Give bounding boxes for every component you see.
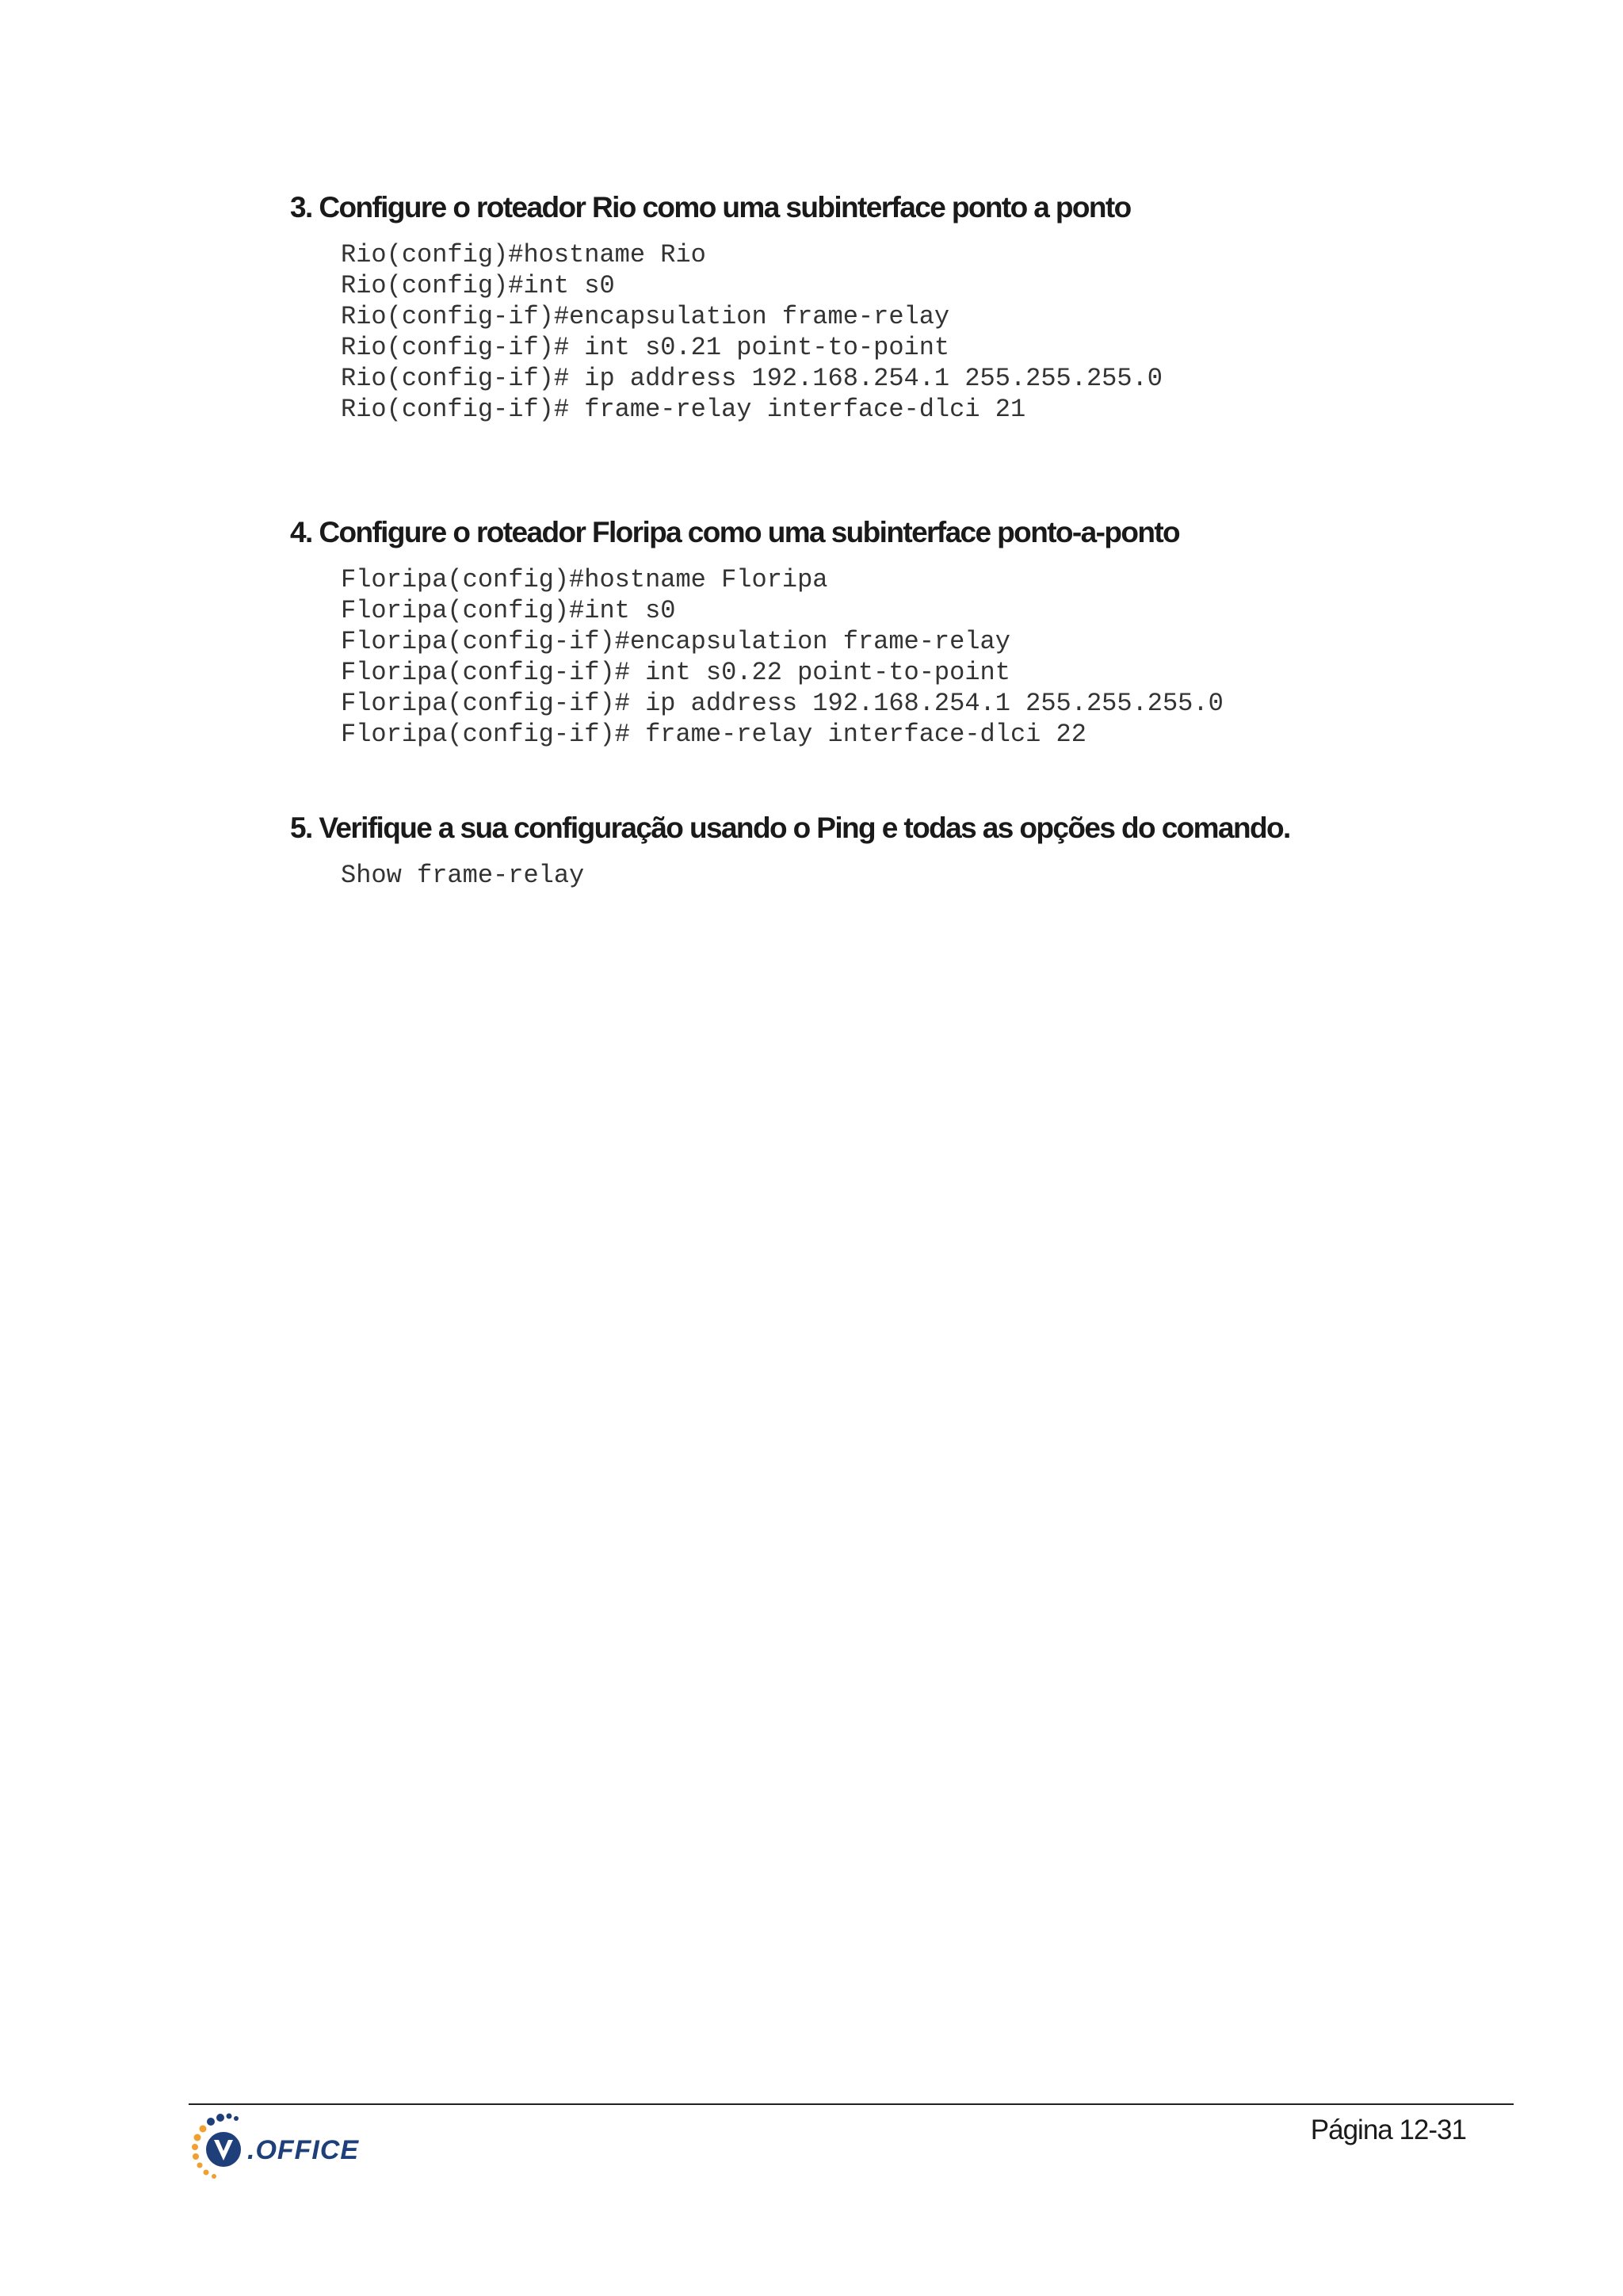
- code-block: [341, 564, 1479, 750]
- code-line: Floripa(config)#int s0: [341, 596, 676, 625]
- section-heading: 5. Verifique a sua configuração usando o Ping e todas as opções do comando.: [290, 812, 1290, 844]
- section-heading: 4. Configure o roteador Floripa como uma subinterface ponto-a-ponto: [290, 516, 1180, 548]
- company-logo: [190, 2111, 365, 2187]
- code-line: Floripa(config-if)# frame-relay interface-dlci 22: [341, 720, 1086, 749]
- code-line: Rio(config-if)# ip address 192.168.254.1 255.255.255.0: [341, 364, 1163, 393]
- code-line: Floripa(config)#hostname Floripa: [341, 565, 828, 594]
- code-line: Floripa(config-if)# ip address 192.168.254.1 255.255.255.0: [341, 689, 1224, 718]
- logo-wordmark: .OFFICE: [247, 2135, 360, 2165]
- code-line: Floripa(config-if)#encapsulation frame-relay: [341, 627, 1010, 656]
- code-block: [341, 239, 1479, 425]
- code-line: Rio(config)#int s0: [341, 271, 615, 300]
- logo-emblem-icon: [190, 2111, 254, 2187]
- code-line: Rio(config)#hostname Rio: [341, 240, 706, 269]
- section-floripa-config: [290, 515, 1479, 750]
- code-line: Floripa(config-if)# int s0.22 point-to-point: [341, 658, 1010, 687]
- section-rio-config: [290, 190, 1479, 425]
- code-line: Rio(config-if)#encapsulation frame-relay: [341, 302, 950, 331]
- code-block: [341, 860, 1479, 891]
- section-heading: 3. Configure o roteador Rio como uma subinterface ponto a ponto: [290, 191, 1131, 223]
- page-number: Página 12-31: [1310, 2115, 1466, 2145]
- code-line: Rio(config-if)# frame-relay interface-dlci 21: [341, 395, 1026, 424]
- section-verify: [290, 811, 1479, 891]
- code-line: Rio(config-if)# int s0.21 point-to-point: [341, 333, 950, 362]
- code-line: Show frame-relay: [341, 861, 585, 890]
- footer-divider: [189, 2103, 1514, 2105]
